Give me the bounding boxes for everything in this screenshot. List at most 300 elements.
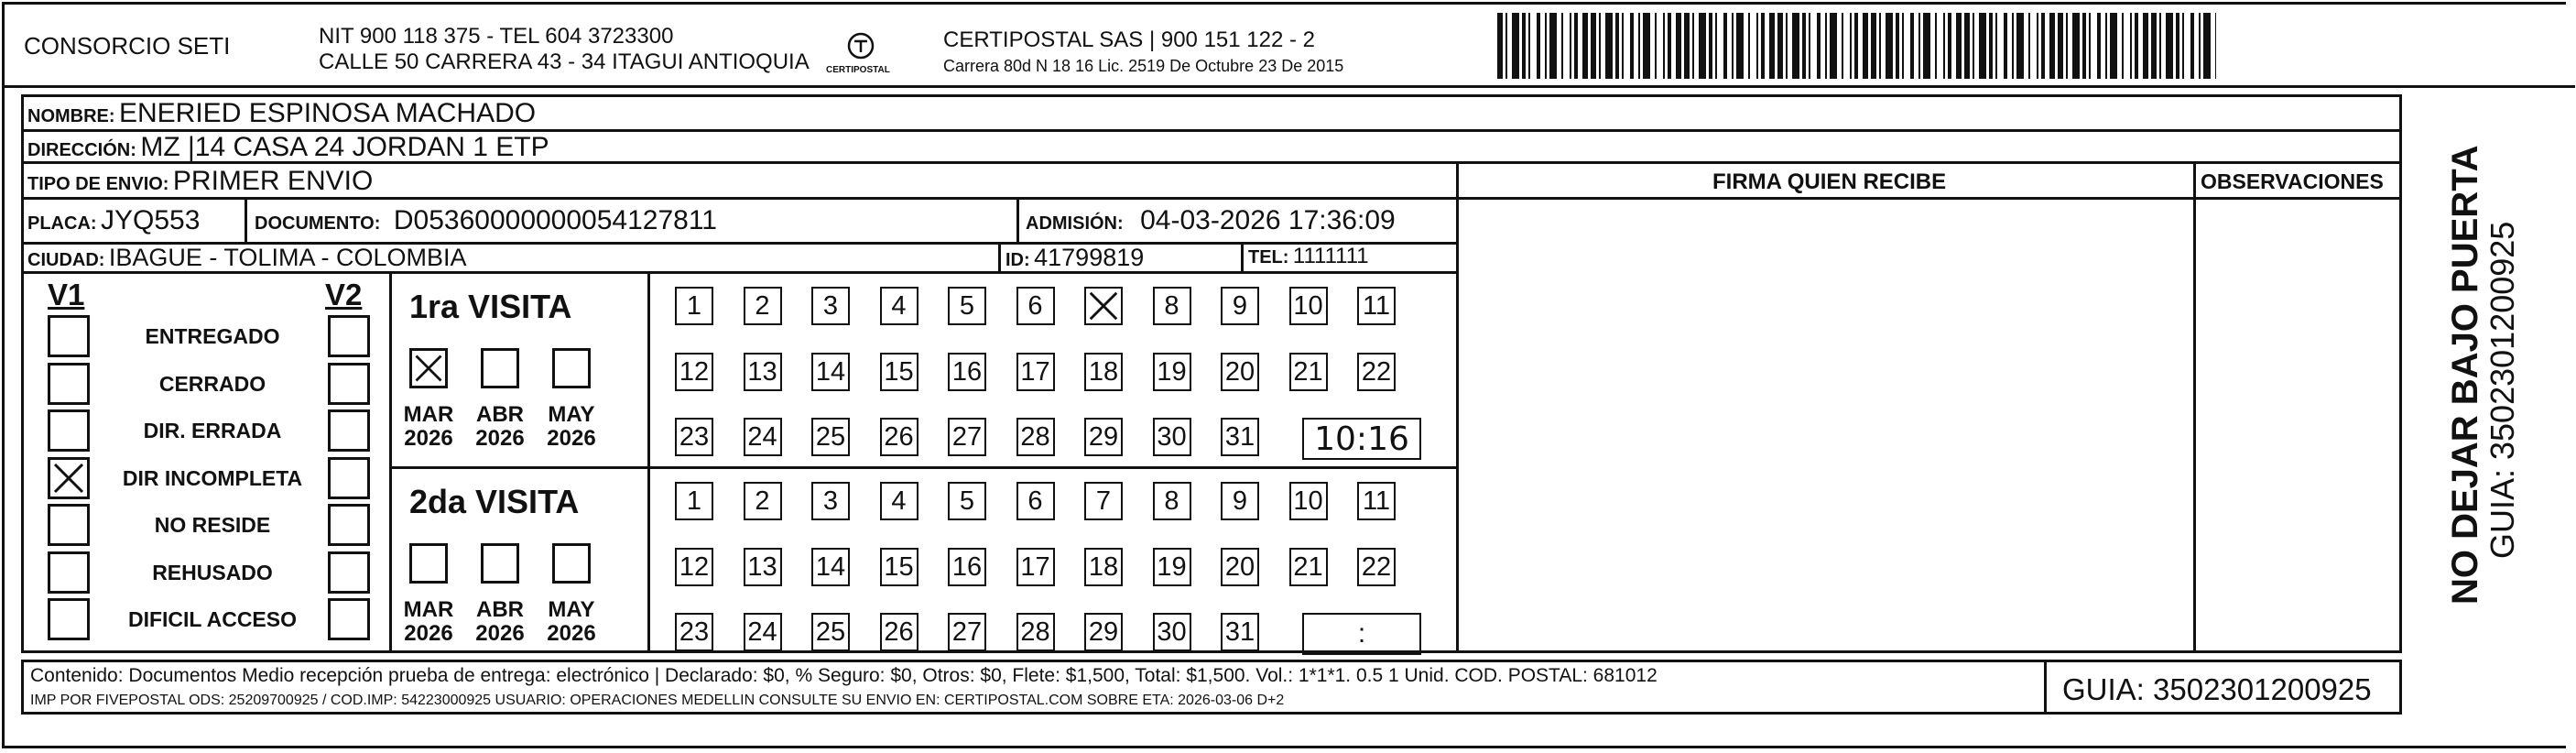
barcode-bar: [1522, 13, 1526, 79]
barcode-bar: [1582, 13, 1588, 79]
info-frame: [21, 94, 2402, 653]
v2-checkbox[interactable]: [328, 598, 370, 640]
day-number: 29: [1088, 421, 1119, 452]
barcode-bar: [1497, 13, 1503, 79]
day-number: 21: [1293, 356, 1323, 387]
status-option-label: DIR. ERRADA: [143, 419, 282, 442]
month-year: 2026: [547, 426, 596, 452]
day-box[interactable]: [675, 482, 713, 520]
day-box[interactable]: [948, 613, 986, 651]
day-box[interactable]: [1016, 482, 1055, 520]
admision-label: ADMISIÓN:: [1026, 213, 1124, 234]
day-box[interactable]: [1153, 613, 1191, 651]
barcode-bar: [1943, 13, 1945, 79]
day-box[interactable]: [1153, 418, 1191, 456]
day-box[interactable]: [811, 613, 850, 651]
day-number: 12: [679, 356, 710, 387]
barcode-bar: [1748, 13, 1750, 79]
month-year: 2026: [404, 426, 453, 452]
day-box[interactable]: [675, 353, 713, 391]
day-number: 6: [1027, 486, 1043, 516]
day-number: 31: [1224, 617, 1255, 647]
day-box[interactable]: [811, 353, 850, 391]
nombre-value: ENERIED ESPINOSA MACHADO: [119, 98, 537, 128]
day-number: 17: [1020, 356, 1050, 387]
v1-checkbox[interactable]: [48, 409, 90, 452]
day-number: 26: [884, 617, 914, 647]
day-number: 5: [959, 486, 975, 516]
v2-checkbox[interactable]: [328, 315, 370, 357]
v2-checkbox[interactable]: [328, 409, 370, 452]
v1-checkbox[interactable]: [48, 363, 90, 405]
barcode-bar: [1777, 13, 1783, 79]
direccion-label: DIRECCIÓN:: [27, 140, 136, 160]
barcode-bar: [1989, 13, 1993, 79]
month-label: [397, 598, 461, 647]
day-number: 8: [1164, 290, 1179, 321]
barcode-bar: [2041, 13, 2045, 79]
row-line-3: [21, 197, 1457, 200]
day-box[interactable]: [744, 418, 782, 456]
barcode-bar: [1809, 13, 1810, 79]
barcode-bar: [2190, 13, 2194, 79]
barcode-bar: [1902, 13, 1904, 79]
barcode-bar: [1622, 13, 1624, 79]
day-box[interactable]: [811, 418, 850, 456]
day-box[interactable]: [1084, 613, 1123, 651]
day-number: 27: [951, 421, 983, 452]
barcode-bar: [1825, 13, 1827, 79]
day-box[interactable]: [1289, 482, 1328, 520]
month-name: MAR: [403, 597, 454, 622]
barcode-bar: [1709, 13, 1712, 79]
month-checkbox[interactable]: [552, 543, 591, 584]
barcode-bar: [2182, 13, 2184, 79]
day-box[interactable]: [880, 548, 918, 586]
day-number: 27: [951, 617, 983, 647]
barcode-bar: [1863, 13, 1868, 79]
direccion-value: MZ |14 CASA 24 JORDAN 1 ETP: [140, 132, 549, 162]
barcode-bar: [2199, 13, 2201, 79]
day-number: 14: [815, 551, 846, 582]
firma-label: FIRMA QUIEN RECIBE: [1712, 169, 1947, 194]
company-name: CONSORCIO SETI: [24, 32, 231, 60]
barcode-bar: [1842, 13, 1843, 79]
status-option-label: NO RESIDE: [154, 513, 271, 537]
day-box[interactable]: [1357, 482, 1396, 520]
day-number: 9: [1232, 486, 1248, 516]
barcode-bar: [1854, 13, 1858, 79]
barcode-bar: [2110, 13, 2117, 79]
day-number: 13: [747, 551, 777, 582]
day-number: 3: [822, 290, 839, 321]
day-box[interactable]: [744, 548, 782, 586]
tipo-value: PRIMER ENVIO: [172, 166, 374, 196]
day-number: 22: [1361, 356, 1392, 387]
barcode-bar: [1948, 13, 1951, 79]
day-number: 11: [1362, 290, 1391, 321]
barcode-bar: [1591, 13, 1596, 79]
barcode-bar: [1668, 13, 1671, 79]
barcode-bar: [1736, 13, 1744, 79]
day-number: 12: [679, 551, 710, 582]
doc-admision-divider: [1016, 197, 1019, 242]
day-box[interactable]: [1289, 353, 1328, 391]
barcode-bar: [1761, 13, 1765, 79]
day-number: 4: [891, 486, 907, 516]
barcode-bar: [1699, 13, 1706, 79]
barcode-bar: [1676, 13, 1681, 79]
month-name: ABR: [476, 597, 524, 622]
day-number: 10: [1293, 486, 1323, 516]
month-checkbox[interactable]: [481, 543, 519, 584]
barcode-bar: [1786, 13, 1788, 79]
barcode-bar: [1643, 13, 1650, 79]
barcode-bar: [1792, 13, 1799, 79]
day-number: 11: [1362, 486, 1391, 516]
barcode-bar: [2089, 13, 2091, 79]
day-box[interactable]: [1357, 353, 1396, 391]
footer-guia: GUIA: 3502301200925: [2062, 672, 2372, 706]
day-number: 18: [1088, 551, 1119, 582]
certipostal-line2: Carrera 80d N 18 16 Lic. 2519 De Octubre 23 De 2015: [943, 57, 1344, 75]
tel-value: 1111111: [1292, 244, 1369, 268]
day-box[interactable]: [1221, 353, 1259, 391]
day-box[interactable]: [948, 353, 986, 391]
v1-checkbox[interactable]: [48, 315, 90, 357]
barcode: [1497, 13, 2221, 79]
day-box[interactable]: [744, 353, 782, 391]
barcode-bar: [2012, 13, 2014, 79]
tipo-label: TIPO DE ENVIO:: [27, 174, 169, 194]
nit-line: NIT 900 118 375 - TEL 604 3723300: [319, 24, 674, 49]
v2-label: V2: [325, 278, 363, 311]
ciudad-label: CIUDAD:: [27, 250, 105, 270]
barcode-bar: [1528, 13, 1530, 79]
day-number: 7: [1095, 486, 1112, 516]
admision-value: 04-03-2026 17:36:09: [1140, 205, 1396, 235]
day-box[interactable]: [880, 482, 918, 520]
header-divider: [2, 85, 2575, 88]
month-checkbox[interactable]: [481, 348, 519, 388]
barcode-bar: [1886, 13, 1893, 79]
day-number: 29: [1088, 617, 1119, 647]
day-number: 30: [1157, 421, 1187, 452]
month-name: MAR: [403, 402, 454, 427]
barcode-bar: [2037, 13, 2038, 79]
admision-row: [1026, 207, 1396, 235]
day-number: 5: [959, 290, 975, 321]
day-box[interactable]: [675, 287, 713, 325]
day-number: 19: [1157, 551, 1187, 582]
day-box[interactable]: [948, 548, 986, 586]
x-mark-icon: [1086, 289, 1121, 323]
month-year: 2026: [475, 426, 525, 452]
id-row: [1005, 246, 1144, 270]
day-number: 15: [884, 356, 914, 387]
month-year: 2026: [475, 621, 525, 647]
day-number: 8: [1164, 486, 1179, 516]
barcode-bar: [2072, 13, 2080, 79]
day-box[interactable]: [1357, 287, 1396, 325]
day-number: 23: [679, 617, 710, 647]
day-number: 22: [1361, 551, 1392, 582]
day-box[interactable]: [948, 287, 986, 325]
placa-value: JYQ553: [101, 205, 201, 235]
day-box[interactable]: [1357, 548, 1396, 586]
visit-mid-divider: [389, 466, 1457, 469]
month-checkbox[interactable]: [552, 348, 591, 388]
v2-checkbox[interactable]: [328, 363, 370, 405]
v1-label: V1: [48, 278, 85, 311]
firma-header-line: [1456, 197, 2402, 200]
barcode-bar: [1561, 13, 1563, 79]
tel-label: TEL:: [1248, 247, 1289, 267]
month-label: [539, 598, 603, 647]
day-number: 15: [884, 551, 914, 582]
day-box[interactable]: [880, 287, 918, 325]
status-option-label: ENTREGADO: [145, 324, 280, 348]
status-option-label: CERRADO: [158, 372, 266, 396]
barcode-bar: [1973, 13, 1974, 79]
barcode-bar: [1956, 13, 1962, 79]
barcode-bar: [1964, 13, 1970, 79]
day-box[interactable]: [1221, 287, 1259, 325]
barcode-bar: [1756, 13, 1758, 79]
logo-text: CERTIPOSTAL: [826, 65, 890, 75]
month-label: [468, 403, 532, 452]
row-line-5: [21, 271, 1457, 274]
day-box[interactable]: [675, 613, 713, 651]
barcode-bar: [1549, 13, 1557, 79]
barcode-bar: [1505, 13, 1507, 79]
day-box[interactable]: [1153, 353, 1191, 391]
day-number: 24: [747, 617, 777, 647]
placa-doc-divider: [245, 197, 247, 242]
barcode-bar: [1630, 13, 1634, 79]
day-box[interactable]: [1289, 548, 1328, 586]
barcode-bar: [1723, 13, 1727, 79]
day-box[interactable]: [948, 418, 986, 456]
ciudad-row: [27, 246, 466, 270]
day-number: 14: [815, 356, 846, 387]
day-box[interactable]: [744, 482, 782, 520]
month-name: MAY: [548, 597, 595, 622]
day-box[interactable]: [1016, 353, 1055, 391]
barcode-bar: [2130, 13, 2132, 79]
day-number: 1: [686, 486, 702, 516]
month-label: [539, 403, 603, 452]
month-name: MAY: [548, 402, 595, 427]
day-number: 28: [1020, 421, 1050, 452]
barcode-bar: [1871, 13, 1876, 79]
day-box[interactable]: [1084, 482, 1123, 520]
month-year: 2026: [404, 621, 453, 647]
day-box[interactable]: [1016, 613, 1055, 651]
barcode-bar: [2016, 13, 2024, 79]
barcode-bar: [1802, 13, 1806, 79]
day-number: 25: [815, 421, 846, 452]
side-text-block: [2408, 92, 2521, 641]
day-box[interactable]: [1016, 418, 1055, 456]
day-number: 16: [951, 551, 983, 582]
barcode-bar: [2097, 13, 2101, 79]
day-number: 24: [747, 421, 777, 452]
day-number: 2: [755, 290, 770, 321]
day-number: 26: [884, 421, 914, 452]
barcode-bar: [1732, 13, 1734, 79]
footer-imp: IMP POR FIVEPOSTAL ODS: 25209700925 / COD.IMP: 54223000925 USUARIO: OPERACIONES MEDELLIN CONSULTE SU ENVIO EN: CERTIPOSTAL.COM SOBRE ETA: 2026-03-06 D+2: [30, 693, 1285, 708]
day-box[interactable]: [1221, 418, 1259, 456]
barcode-bar: [1923, 13, 1930, 79]
day-number: 18: [1088, 356, 1119, 387]
barcode-bar: [1574, 13, 1578, 79]
barcode-bar: [1995, 13, 1997, 79]
barcode-bar: [1545, 13, 1547, 79]
v2-checkbox[interactable]: [328, 457, 370, 499]
day-box[interactable]: [1153, 548, 1191, 586]
x-mark-icon: [50, 460, 87, 497]
day-box[interactable]: [880, 418, 918, 456]
barcode-bar: [2082, 13, 2086, 79]
day-box[interactable]: [1289, 287, 1328, 325]
day-number: 28: [1020, 617, 1050, 647]
id-tel-divider: [1241, 242, 1244, 271]
day-box[interactable]: [1084, 287, 1123, 325]
day-number: 31: [1224, 421, 1255, 452]
barcode-bar: [2159, 13, 2161, 79]
day-box[interactable]: [675, 418, 713, 456]
barcode-bar: [1512, 13, 1519, 79]
barcode-bar: [2203, 13, 2211, 79]
v2-checkbox[interactable]: [328, 504, 370, 546]
day-box[interactable]: [1221, 482, 1259, 520]
barcode-bar: [2004, 13, 2007, 79]
barcode-bar: [1684, 13, 1690, 79]
day-box[interactable]: [1084, 353, 1123, 391]
day-box[interactable]: [1153, 482, 1191, 520]
tipo-row: [27, 168, 373, 195]
time-field[interactable]: 10:16: [1302, 418, 1421, 460]
day-box[interactable]: [744, 613, 782, 651]
v1-checkbox[interactable]: [48, 551, 90, 594]
day-number: 21: [1293, 551, 1323, 582]
day-number: 13: [747, 356, 777, 387]
day-number: 16: [951, 356, 983, 387]
day-box[interactable]: [1153, 287, 1191, 325]
barcode-bar: [2066, 13, 2068, 79]
day-number: 23: [679, 421, 710, 452]
day-box[interactable]: [744, 287, 782, 325]
day-box[interactable]: [1016, 287, 1055, 325]
nombre-label: NOMBRE:: [27, 106, 115, 126]
placa-row: [27, 207, 200, 235]
barcode-bar: [2143, 13, 2148, 79]
day-box[interactable]: [675, 548, 713, 586]
day-number: 20: [1224, 551, 1255, 582]
barcode-bar: [1896, 13, 1899, 79]
address-line: CALLE 50 CARRERA 43 - 34 ITAGUI ANTIOQUIA: [319, 49, 810, 74]
day-box[interactable]: [880, 353, 918, 391]
barcode-bar: [1830, 13, 1837, 79]
day-number: 3: [822, 486, 839, 516]
barcode-bar: [1537, 13, 1540, 79]
v1-checkbox[interactable]: [48, 598, 90, 640]
documento-value: D05360000000054127811: [393, 205, 717, 235]
day-number: 17: [1020, 551, 1050, 582]
barcode-bar: [1769, 13, 1775, 79]
barcode-bar: [1910, 13, 1914, 79]
barcode-bar: [1605, 13, 1613, 79]
day-box[interactable]: [1221, 548, 1259, 586]
day-number: 25: [815, 617, 846, 647]
barcode-bar: [1918, 13, 1920, 79]
day-box[interactable]: [811, 287, 850, 325]
day-box[interactable]: [880, 613, 918, 651]
visit-left-divider: [389, 271, 392, 653]
day-box[interactable]: [1084, 548, 1123, 586]
barcode-bar: [1817, 13, 1821, 79]
barcode-bar: [2166, 13, 2173, 79]
barcode-bar: [1935, 13, 1937, 79]
footer-contenido: Contenido: Documentos Medio recepción prueba de entrega: electrónico | Declarado: $0, % Seguro: $0, Otros: $0, Flete: $1,500, Total: $1,500. Vol.: 1*1*1. 0.5 1 Unid. COD. POSTAL: 681012: [30, 665, 1658, 686]
visit-title-divider: [647, 271, 650, 653]
day-box[interactable]: [1221, 613, 1259, 651]
day-box[interactable]: [811, 482, 850, 520]
barcode-bar: [2135, 13, 2138, 79]
status-option-label: DIR INCOMPLETA: [122, 466, 303, 490]
barcode-bar: [2215, 13, 2216, 79]
month-name: ABR: [476, 402, 524, 427]
barcode-bar: [1692, 13, 1694, 79]
id-label: ID:: [1005, 250, 1030, 270]
day-box[interactable]: [811, 548, 850, 586]
v1-checkbox[interactable]: [48, 457, 90, 499]
barcode-bar: [2028, 13, 2030, 79]
day-box[interactable]: [1084, 418, 1123, 456]
barcode-bar: [2176, 13, 2179, 79]
ciudad-id-divider: [998, 242, 1001, 271]
ciudad-value: IBAGUE - TOLIMA - COLOMBIA: [108, 244, 467, 271]
status-option-label: REHUSADO: [152, 561, 273, 584]
day-box[interactable]: [1016, 548, 1055, 586]
v2-checkbox[interactable]: [328, 551, 370, 594]
direccion-row: [27, 134, 549, 161]
barcode-bar: [1599, 13, 1601, 79]
month-checkbox[interactable]: [409, 348, 448, 388]
day-box[interactable]: [948, 482, 986, 520]
barcode-bar: [1638, 13, 1640, 79]
barcode-bar: [1715, 13, 1717, 79]
side-guia: GUIA: 3502301200925: [2484, 221, 2521, 559]
day-number: 4: [891, 290, 907, 321]
day-number: 1: [686, 290, 702, 321]
month-checkbox[interactable]: [409, 543, 448, 584]
v1-checkbox[interactable]: [48, 504, 90, 546]
barcode-bar: [2122, 13, 2124, 79]
barcode-bar: [1615, 13, 1619, 79]
tel-row: [1248, 246, 1369, 267]
visit-title: 2da VISITA: [409, 483, 580, 520]
id-value: 41799819: [1034, 244, 1145, 271]
month-year: 2026: [547, 621, 596, 647]
observaciones-label: OBSERVACIONES: [2201, 169, 2384, 193]
month-label: [468, 598, 532, 647]
barcode-bar: [1663, 13, 1665, 79]
side-title: NO DEJAR BAJO PUERTA: [2445, 145, 2485, 605]
time-field[interactable]: :: [1302, 613, 1421, 655]
barcode-bar: [2151, 13, 2157, 79]
